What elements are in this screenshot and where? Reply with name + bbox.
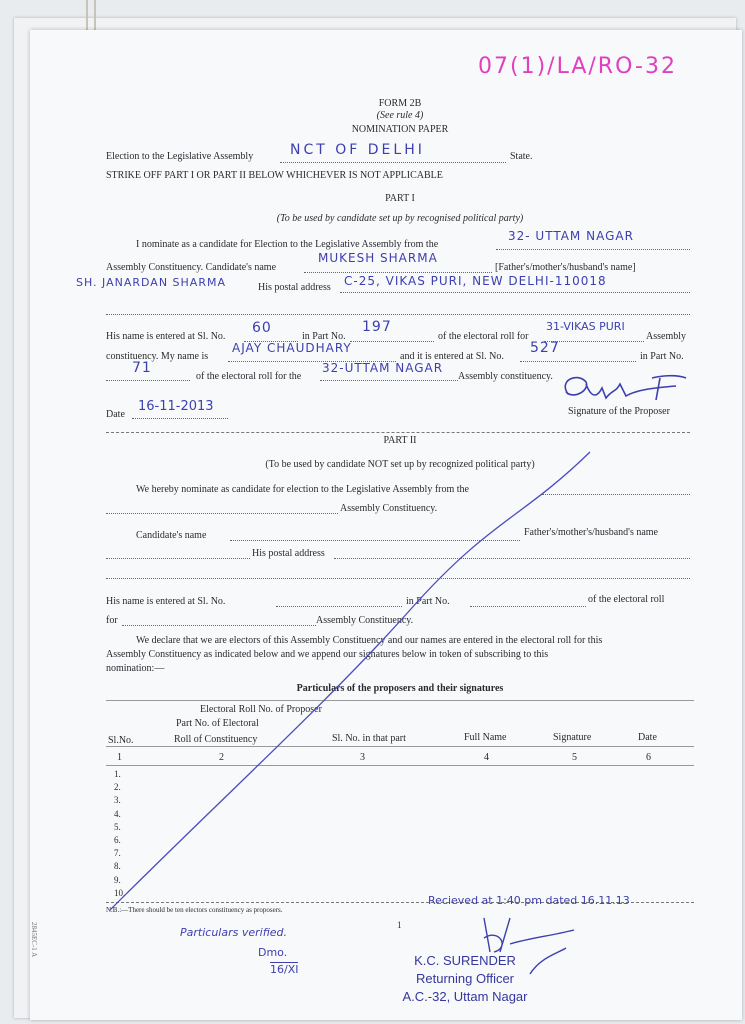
form-rule: (See rule 4) bbox=[376, 110, 424, 121]
page-number: 1 bbox=[397, 920, 402, 930]
table-row: 8. bbox=[114, 861, 121, 872]
part2-roll-label: of the electoral roll bbox=[588, 594, 665, 605]
part1-line2-suffix: [Father's/mother's/husband's name] bbox=[495, 262, 636, 273]
column-header-roll: Roll of Constituency bbox=[174, 734, 258, 745]
father-value: SH. JANARDAN SHARMA bbox=[76, 276, 226, 289]
part1-line1: I nominate as a candidate for Election to the Legislative Assembly from the bbox=[136, 239, 439, 250]
election-prefix: Election to the Legislative Assembly bbox=[106, 151, 254, 162]
sl-value: 60 bbox=[252, 320, 272, 336]
table-row: 6. bbox=[114, 835, 121, 845]
table-title: Particulars of the proposers and their signatures bbox=[296, 683, 504, 694]
part2-for-label: for bbox=[106, 615, 118, 626]
table-row: 3. bbox=[114, 795, 121, 806]
part1-subheading: (To be used by candidate set up by recognised political party) bbox=[276, 213, 524, 224]
part2-postal-label: His postal address bbox=[252, 548, 325, 559]
election-suffix: State. bbox=[510, 151, 533, 162]
column-number-1: 1 bbox=[117, 752, 122, 763]
column-header-date: Date bbox=[638, 732, 657, 743]
part-label: in Part No. bbox=[302, 331, 346, 342]
assembly-label: Assembly bbox=[646, 331, 686, 342]
part1-line2-prefix: Assembly Constituency. Candidate's name bbox=[106, 262, 277, 273]
table-row: 7. bbox=[114, 848, 121, 859]
part2-line2: Assembly Constituency. bbox=[340, 503, 438, 514]
proposer-part-value: 71 bbox=[132, 360, 152, 376]
part1-heading: PART I bbox=[385, 193, 415, 204]
part2-assembly-label: Assembly Constituency. bbox=[316, 615, 414, 626]
signature-label: Signature of the Proposer bbox=[568, 406, 670, 417]
father-label: Father's/mother's/husband's name bbox=[524, 527, 658, 538]
name-mid: and it is entered at Sl. No. bbox=[400, 351, 504, 362]
roll-value: 31-VIKAS PURI bbox=[546, 320, 625, 333]
table-group-header: Electoral Roll No. of Proposer bbox=[200, 704, 322, 715]
printer-code: 2845EC-1 A bbox=[30, 922, 38, 958]
proposer-value: AJAY CHAUDHARY bbox=[232, 341, 352, 355]
officer-title: Returning Officer bbox=[415, 971, 515, 986]
footnote: N.B.:—There should be ten electors constituency as proposers. bbox=[106, 906, 283, 914]
roll-for-label: of the electoral roll for the bbox=[196, 371, 302, 382]
date-label: Date bbox=[106, 409, 125, 420]
part2-part-label: in Part No. bbox=[406, 596, 450, 607]
column-number-6: 6 bbox=[646, 752, 651, 763]
postal-label: His postal address bbox=[258, 282, 331, 293]
column-number-3: 3 bbox=[360, 752, 365, 763]
table-row: 9. bbox=[114, 874, 121, 885]
verified-note: Particulars verified. bbox=[180, 926, 288, 939]
assembly-constituency-label: Assembly constituency. bbox=[458, 371, 553, 382]
form-subtitle: NOMINATION PAPER bbox=[351, 124, 449, 135]
table-row: 1. bbox=[114, 769, 121, 779]
part-value: 197 bbox=[362, 319, 392, 335]
state-value: NCT OF DELHI bbox=[290, 142, 425, 158]
sl-prefix: His name is entered at Sl. No. bbox=[106, 331, 226, 342]
candidate-value: MUKESH SHARMA bbox=[318, 251, 438, 265]
table-row: 4. bbox=[114, 808, 121, 819]
declaration-line-1: We declare that we are electors of this Assembly Constituency and our names are entered in the electoral roll for this bbox=[136, 635, 603, 646]
column-number-2: 2 bbox=[219, 752, 224, 763]
officer-office: A.C.-32, Uttam Nagar bbox=[402, 989, 528, 1004]
column-number-4: 4 bbox=[484, 752, 489, 763]
column-header-part-no: Part No. of Electoral bbox=[176, 718, 259, 729]
column-header-slno: Sl.No. bbox=[108, 735, 134, 746]
officer-name: K.C. SURENDER bbox=[414, 953, 516, 968]
part2-subheading: (To be used by candidate NOT set up by recognized political party) bbox=[265, 459, 535, 470]
table-row: 10. bbox=[114, 887, 126, 898]
reference-number: 07(1)/LA/RO-32 bbox=[478, 54, 677, 79]
part2-heading: PART II bbox=[383, 435, 417, 446]
part2-sl-label: His name is entered at Sl. No. bbox=[106, 596, 226, 607]
column-header-signature: Signature bbox=[553, 732, 592, 743]
postal-value: C-25, VIKAS PURI, NEW DELHI-110018 bbox=[344, 274, 607, 288]
received-note: Recieved at 1:40 pm dated 16.11.13 bbox=[428, 894, 630, 907]
date-value: 16-11-2013 bbox=[138, 399, 214, 414]
declaration-line-2: Assembly Constituency as indicated below and we append our signatures below in token of subscribing to this bbox=[106, 649, 549, 660]
proposer-constituency-value: 32-UTTAM NAGAR bbox=[322, 361, 444, 375]
proposer-sl-value: 527 bbox=[530, 340, 560, 356]
table-row: 5. bbox=[114, 821, 121, 832]
name-prefix: constituency. My name is bbox=[106, 351, 209, 362]
verified-date: 16/XI bbox=[270, 963, 299, 976]
form-title: FORM 2B bbox=[378, 98, 422, 109]
constituency-value: 32- UTTAM NAGAR bbox=[508, 229, 634, 243]
strike-notice: STRIKE OFF PART I OR PART II BELOW WHICHEVER IS NOT APPLICABLE bbox=[106, 170, 443, 181]
table-row: 2. bbox=[114, 782, 121, 793]
verified-initials: Dmo. bbox=[258, 946, 288, 959]
column-header-sl-in-part: Sl. No. in that part bbox=[332, 733, 406, 744]
part-no-label: in Part No. bbox=[640, 351, 684, 362]
candidate-label: Candidate's name bbox=[136, 530, 207, 541]
roll-label: of the electoral roll for bbox=[438, 331, 529, 342]
column-header-full-name: Full Name bbox=[464, 732, 507, 743]
declaration-line-3: nomination:— bbox=[106, 663, 165, 674]
column-number-5: 5 bbox=[572, 752, 577, 763]
part2-line1: We hereby nominate as candidate for election to the Legislative Assembly from the bbox=[136, 484, 469, 495]
